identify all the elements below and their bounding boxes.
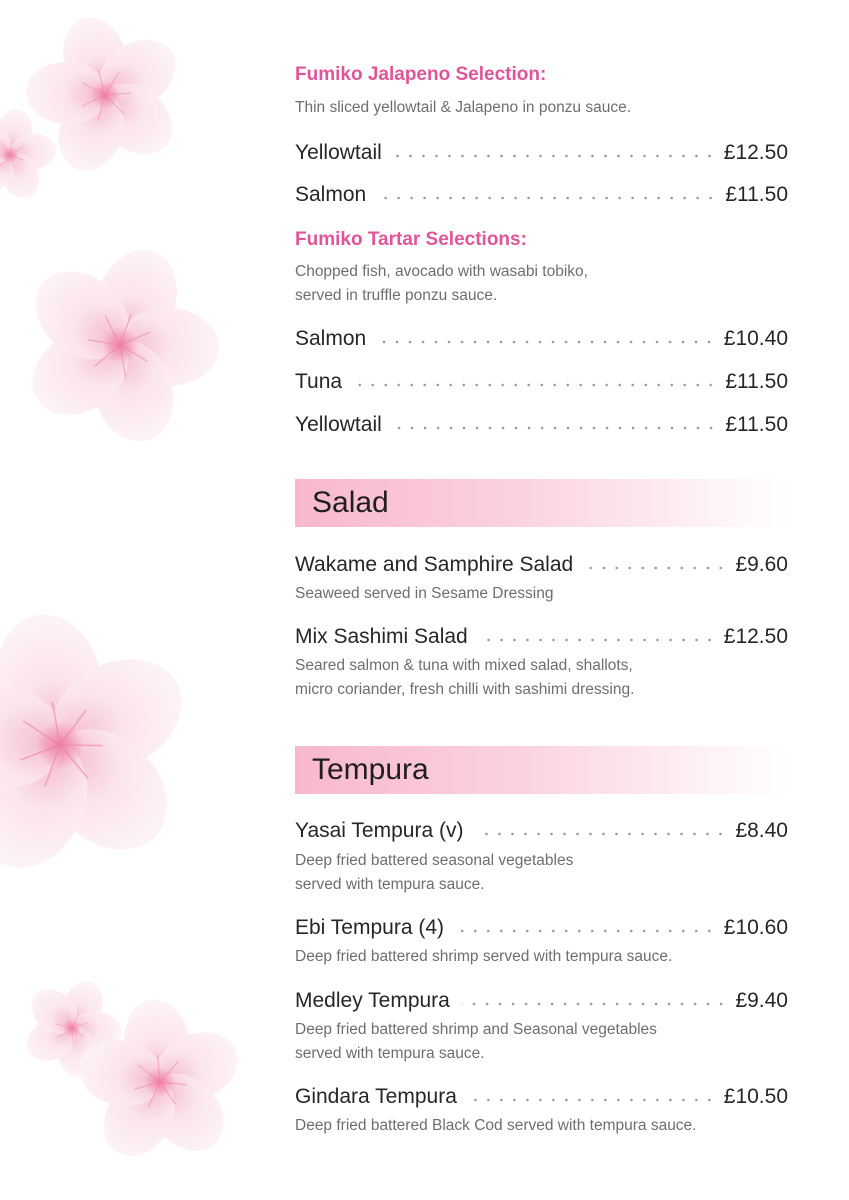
menu-item [295,135,788,165]
item-description [295,654,634,702]
blossom-bottom-small [2,961,141,1097]
description-line: Seared salmon & tuna with mixed salad, shallots, [295,657,633,674]
description-line: served with tempura sauce. [295,1045,485,1062]
dot-leader [378,339,716,345]
menu-item [295,813,788,843]
blossom-upper [0,216,254,478]
dot-leader [456,928,716,934]
item-description [295,849,573,897]
item-name: Salmon [295,183,367,206]
item-name: Yellowtail [295,141,382,164]
cherry-blossom-decoration [0,0,260,1200]
item-price: £9.60 [735,553,788,576]
section-title: Salad [312,486,389,519]
dot-leader [394,153,716,159]
item-name: Yellowtail [295,413,382,436]
description-line: Seaweed served in Sesame Dressing [295,585,554,602]
dot-leader [585,565,727,571]
menu-item [295,364,788,394]
item-price: £10.50 [723,1085,788,1108]
jalapeno-description: Thin sliced yellowtail & Jalapeno in ponzu sauce. [295,99,632,116]
item-name: Gindara Tempura [295,1085,457,1108]
item-name: Yasai Tempura (v) [295,819,464,842]
description-line: Deep fried battered shrimp and Seasonal vegetables [295,1021,657,1038]
jalapeno-title: Fumiko Jalapeno Selection: [295,64,547,85]
description-line: micro coriander, fresh chilli with sashimi dressing. [295,681,635,698]
item-price: £8.40 [735,819,788,842]
item-description [295,945,672,969]
blossom-middle [0,590,223,904]
item-price: £10.60 [723,916,788,939]
menu-item [295,910,788,940]
item-name: Wakame and Samphire Salad [295,553,574,576]
blossom-top [2,0,208,197]
menu-item [295,983,788,1013]
dot-leader [354,382,717,388]
description-line: Deep fried battered seasonal vegetables [295,852,574,869]
item-price: £11.50 [725,183,788,206]
description-line: Chopped fish, avocado with wasabi tobiko, [295,263,588,280]
item-price: £12.50 [723,141,788,164]
menu-item [295,1079,788,1109]
item-name: Mix Sashimi Salad [295,625,468,648]
menu-item [295,321,788,351]
item-price: £11.50 [725,413,788,436]
dot-leader [469,1097,716,1103]
item-name: Medley Tempura [295,989,450,1012]
description-line: served with tempura sauce. [295,876,485,893]
description-line: Deep fried battered shrimp served with tempura sauce. [295,948,673,965]
menu-item [295,407,788,437]
item-name: Ebi Tempura (4) [295,916,445,939]
dot-leader [462,1001,728,1007]
item-price: £11.50 [725,370,788,393]
item-description [295,582,553,606]
item-name: Salmon [295,327,367,350]
dot-leader [378,195,717,201]
menu-item [295,547,788,577]
tartar-description [295,260,588,308]
blossom-top-small [0,101,67,211]
blossom-bottom [65,992,256,1175]
tartar-title: Fumiko Tartar Selections: [295,229,527,250]
item-price: £12.50 [723,625,788,648]
dot-leader [394,425,718,431]
section-title: Tempura [312,753,429,786]
description-line: served in truffle ponzu sauce. [295,287,498,304]
item-name: Tuna [295,370,343,393]
item-price: £9.40 [735,989,788,1012]
item-description [295,1114,697,1138]
item-description [295,1018,657,1066]
dot-leader [475,831,727,837]
tempura-section-header [295,746,788,794]
description-line: Deep fried battered Black Cod served with tempura sauce. [295,1117,697,1134]
menu-item [295,619,788,649]
item-price: £10.40 [723,327,788,350]
salad-section-header [295,479,788,527]
menu-item [295,177,788,207]
dot-leader [480,637,716,643]
